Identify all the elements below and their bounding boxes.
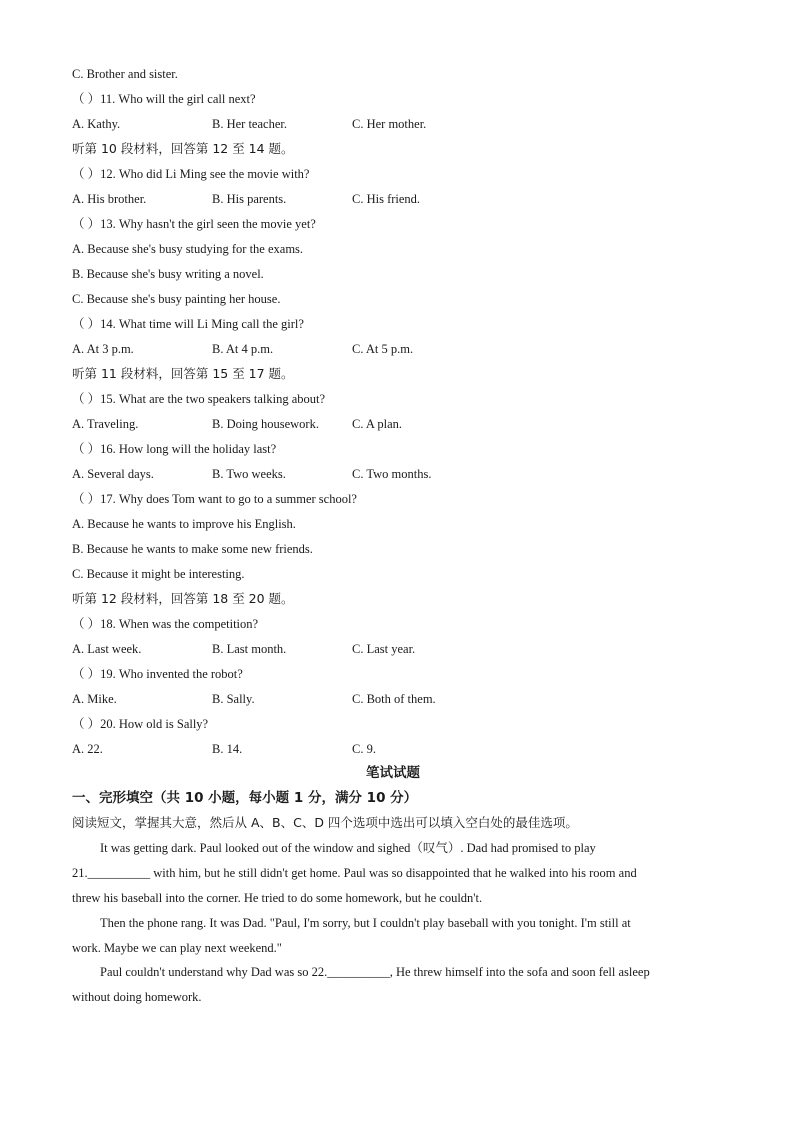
passage-p3-line2: without doing homework. [72,990,202,1004]
question-19: （ ）19. Who invented the robot? [72,667,243,681]
q20-option-c: C. 9. [352,742,376,756]
q15-option-a: A. Traveling. [72,417,139,431]
question-13: （ ）13. Why hasn't the girl seen the movie yet? [72,217,316,231]
question-14: （ ）14. What time will Li Ming call the girl? [72,317,304,331]
q14-option-c: C. At 5 p.m. [352,342,414,356]
passage-p1-line3: threw his baseball into the corner. He tried to do some homework, but he couldn't. [72,891,483,905]
passage-p2-line2: work. Maybe we can play next weekend." [72,941,282,955]
passage-p3-line1: Paul couldn't understand why Dad was so 22.__________, He threw himself into the sofa and soon fell asleep [100,965,650,979]
q20-option-b: B. 14. [212,742,243,756]
q17-option-b: B. Because he wants to make some new friends. [72,542,313,556]
q15-option-c: C. A plan. [352,417,403,431]
passage-p1-line2: 21.__________ with him, but he still didn't get home. Paul was so disappointed that he walked into his room and [72,866,637,880]
q13-option-c: C. Because she's busy painting her house. [72,292,281,306]
question-17: （ ）17. Why does Tom want to go to a summer school? [72,492,357,506]
q14-option-b: B. At 4 p.m. [212,342,274,356]
written-test-title: 笔试试题 [366,765,420,781]
q14-option-a: A. At 3 p.m. [72,342,134,356]
section-11-instruction: 听第 11 段材料，回答第 15 至 17 题。 [72,366,294,381]
q12-option-b: B. His parents. [212,192,287,206]
question-20: （ ）20. How old is Sally? [72,717,209,731]
option-c-prev: C. Brother and sister. [72,67,178,81]
passage-p2-line1: Then the phone rang. It was Dad. "Paul, I'm sorry, but I couldn't play baseball with you tonight. I'm still at [100,916,631,930]
q18-option-b: B. Last month. [212,642,287,656]
question-12: （ ）12. Who did Li Ming see the movie with? [72,167,310,181]
question-16: （ ）16. How long will the holiday last? [72,442,277,456]
q16-option-c: C. Two months. [352,467,432,481]
q18-option-a: A. Last week. [72,642,142,656]
question-18: （ ）18. When was the competition? [72,617,259,631]
passage-p1-line1: It was getting dark. Paul looked out of the window and sighed（叹气）. Dad had promised to play [100,841,596,855]
cloze-instructions: 阅读短文，掌握其大意，然后从 A、B、C、D 四个选项中选出可以填入空白处的最佳选项。 [72,815,578,830]
q11-option-c: C. Her mother. [352,117,427,131]
q13-option-b: B. Because she's busy writing a novel. [72,267,264,281]
section-12-instruction: 听第 12 段材料，回答第 18 至 20 题。 [72,591,294,606]
q15-option-b: B. Doing housework. [212,417,319,431]
section-10-instruction: 听第 10 段材料，回答第 12 至 14 题。 [72,141,294,156]
q13-option-a: A. Because she's busy studying for the exams. [72,242,304,256]
question-15: （ ）15. What are the two speakers talking about? [72,392,326,406]
q19-option-a: A. Mike. [72,692,117,706]
q16-option-a: A. Several days. [72,467,154,481]
q19-option-c: C. Both of them. [352,692,436,706]
q11-option-a: A. Kathy. [72,117,121,131]
q17-option-a: A. Because he wants to improve his English. [72,517,296,531]
q12-option-c: C. His friend. [352,192,421,206]
q19-option-b: B. Sally. [212,692,255,706]
q20-option-a: A. 22. [72,742,103,756]
section-1-heading: 一、完形填空（共 10 小题，每小题 1 分，满分 10 分） [72,790,418,806]
q18-option-c: C. Last year. [352,642,416,656]
q12-option-a: A. His brother. [72,192,147,206]
q16-option-b: B. Two weeks. [212,467,286,481]
q17-option-c: C. Because it might be interesting. [72,567,245,581]
q11-option-b: B. Her teacher. [212,117,287,131]
question-11: （ ）11. Who will the girl call next? [72,92,256,106]
